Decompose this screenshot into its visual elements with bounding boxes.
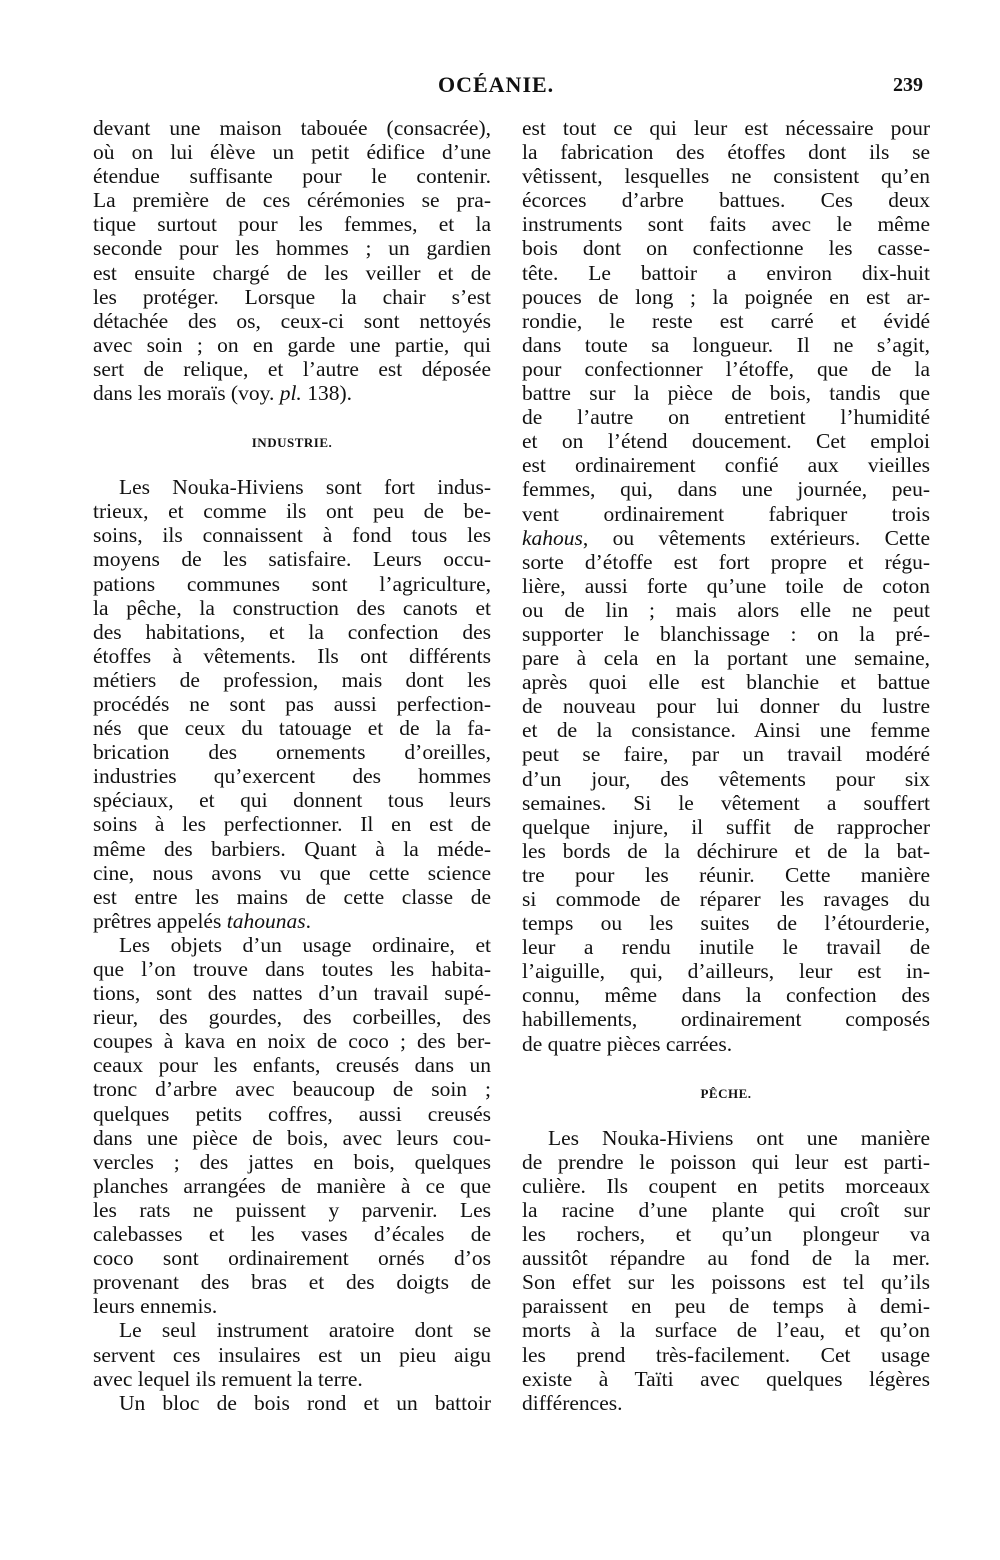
text-line: femmes, qui, dans une journée, peu-: [522, 477, 930, 502]
text-line: que l’on trouve dans toutes les habita-: [93, 957, 491, 981]
text-line: planches arrangées de manière à ce que: [93, 1173, 491, 1198]
text-line: Les objets d’un usage ordinaire, et: [119, 932, 491, 957]
text-line: procédés ne sont pas aussi perfection-: [93, 691, 491, 716]
text-line: peut se faire, par un travail modéré: [522, 742, 930, 767]
text-line: ou de lin ; mais alors elle ne peut: [522, 597, 930, 622]
text-line: dans toute sa longueur. Il ne s’agit,: [522, 332, 930, 357]
text-line: pations communes sont l’agriculture,: [93, 571, 491, 596]
text-line: les bords de la déchirure et de la bat-: [522, 838, 930, 863]
text-line: détachée des os, ceux-ci sont nettoyés: [93, 308, 491, 333]
text-line: des habitations, et la confection des: [93, 619, 491, 644]
text-line: tique surtout pour les femmes, et la: [93, 212, 491, 237]
text-line: la fabrication des étoffes dont ils se: [522, 140, 930, 165]
text-line: avec soin ; on en garde une partie, qui: [93, 332, 491, 357]
text-line: et de la consistance. Ainsi une femme: [522, 718, 930, 743]
text-line: lière, aussi forte qu’une toile de coton: [522, 573, 930, 598]
text-line: est ensuite chargé de les veiller et de: [93, 260, 491, 285]
italic-term: tahounas: [226, 908, 306, 933]
text-line: pare à cela en la portant une semaine,: [522, 646, 930, 671]
text-line: est ordinairement confié aux vieilles: [522, 453, 930, 478]
text-line: pouces de long ; la poignée en est ar-: [522, 284, 930, 309]
text-line: avec lequel ils remuent la terre.: [93, 1366, 363, 1391]
text-line: rondie, le reste est carré et évidé: [522, 308, 930, 333]
page-number: 239: [893, 74, 923, 96]
text-line: où on lui élève un petit édifice d’une: [93, 140, 491, 165]
text-line: la racine d’une plante qui croît sur: [522, 1197, 930, 1222]
text-line: étoffes à vêtements. Ils ont différents: [93, 643, 491, 668]
paragraph-peche: [522, 1126, 930, 1415]
paragraph-etoffes: [522, 116, 930, 1056]
text-line: moyens de les satisfaire. Leurs occu-: [93, 547, 491, 572]
section-heading-peche: PÊCHE.: [700, 1085, 752, 1101]
text-line: si commode de réparer les ravages du: [522, 887, 930, 911]
text-line: les prend très-facilement. Cet usage: [522, 1342, 930, 1367]
text-line: Les Nouka-Hiviens ont une manière: [548, 1125, 930, 1150]
text-line: pour confectionner l’étoffe, que de la: [522, 356, 930, 381]
paragraph-funeral-end: [93, 116, 491, 405]
text-line: dans une pièce de bois, avec leurs cou-: [93, 1125, 491, 1150]
text-line: coupes à kava en noix de coco ; des ber-: [93, 1029, 491, 1054]
text-line: seconde pour les hommes ; un gardien: [93, 236, 491, 261]
text-line: leur a rendu inutile le travail de: [522, 935, 930, 960]
text-line: servent ces insulaires est un pieu aigu: [93, 1342, 491, 1367]
text-line: vêtissent, lesquelles ne consistent qu’en: [522, 164, 930, 189]
text-line: Les Nouka-Hiviens sont fort indus-: [119, 475, 491, 500]
text-line: métiers de profession, mais dont les: [93, 667, 491, 692]
running-title: OCÉANIE.: [438, 72, 555, 97]
text-line: aussitôt répandre au fond de la mer.: [522, 1246, 930, 1271]
text-fragment: prêtres appelés: [93, 908, 227, 933]
text-line: ceaux pour les enfants, creusés dans un: [93, 1053, 491, 1078]
running-head: [0, 72, 1000, 102]
text-line: spéciaux, et qui donnent tous leurs: [93, 788, 491, 813]
text-line: Un bloc de bois rond et un battoir: [119, 1390, 491, 1415]
right-column: [522, 116, 930, 1415]
text-fragment: 138).: [301, 381, 352, 406]
text-line: étendue suffisante pour le contenir.: [93, 164, 491, 189]
section-heading-industrie: INDUSTRIE.: [251, 435, 333, 451]
text-line: culière. Ils coupent en petits morceaux: [522, 1173, 930, 1198]
paragraph-objets: [93, 933, 491, 1319]
text-line: instruments sont faits avec le même: [522, 212, 930, 237]
text-line: [93, 381, 491, 405]
italic-term: kahous: [522, 525, 583, 550]
text-line: est tout ce qui leur est nécessaire pour: [522, 116, 930, 140]
text-line: existe à Taïti avec quelques légères: [522, 1366, 930, 1391]
text-line: battre sur la pièce de bois, tandis que: [522, 381, 930, 406]
text-line: quelque injure, il suffit de rapprocher: [522, 814, 930, 839]
text-line: provenant des bras et des doigts de: [93, 1270, 491, 1295]
text-line: l’aiguille, qui, d’ailleurs, leur est in-: [522, 959, 930, 984]
text-line: de nouveau pour lui donner du lustre: [522, 694, 930, 719]
text-line: de l’autre on entretient l’humidité: [522, 405, 930, 430]
text-line: cine, nous avons vu que cette science: [93, 860, 491, 885]
text-line: Le seul instrument aratoire dont se: [119, 1318, 491, 1343]
text-line: d’un jour, des vêtements pour six: [522, 766, 930, 791]
text-line: soins à les perfectionner. Il en est de: [93, 812, 491, 837]
text-line: nés que ceux du tatouage et de la fa-: [93, 716, 491, 741]
text-line: leurs ennemis.: [93, 1294, 218, 1319]
text-line: temps ou les suites de l’étourderie,: [522, 911, 930, 936]
text-line: les protéger. Lorsque la chair s’est: [93, 284, 491, 309]
text-line: semaines. Si le vêtement a souffert: [522, 790, 930, 815]
text-line: est entre les mains de cette classe de: [93, 884, 491, 909]
text-line: tronc d’arbre avec beaucoup de soin ;: [93, 1077, 491, 1102]
text-line: même des barbiers. Quant à la méde-: [93, 836, 491, 861]
text-line: [93, 909, 491, 933]
text-line: rieur, des gourdes, des corbeilles, des: [93, 1005, 491, 1030]
italic-abbrev: pl.: [279, 381, 302, 406]
text-line: industries qu’exercent des hommes: [93, 764, 491, 789]
text-line: sorte d’étoffe est fort propre et régu-: [522, 549, 930, 574]
text-line: connu, même dans la confection des: [522, 983, 930, 1008]
text-line: différences.: [522, 1390, 623, 1415]
text-line: habillements, ordinairement composés: [522, 1007, 930, 1032]
text-line: brication des ornements d’oreilles,: [93, 740, 491, 765]
paragraph-bloc: [93, 1391, 491, 1415]
text-line: tête. Le battoir a environ dix-huit: [522, 260, 930, 285]
text-line: coco sont ordinairement ornés d’os: [93, 1246, 491, 1271]
text-fragment: , ou vêtements extérieurs. Cette: [582, 525, 930, 550]
text-line: de quatre pièces carrées.: [522, 1031, 733, 1056]
text-line: calebasses et les vases d’écales de: [93, 1222, 491, 1247]
text-line: devant une maison tabouée (consacrée),: [93, 116, 491, 140]
text-line: les rochers, et qu’un plongeur va: [522, 1222, 930, 1247]
text-fragment: .: [305, 908, 311, 933]
text-line: paraissent en peu de temps à demi-: [522, 1294, 930, 1319]
text-line: de prendre le poisson qui leur est parti-: [522, 1149, 930, 1174]
text-line: quelques petits coffres, aussi creusés: [93, 1101, 491, 1126]
text-line: [522, 526, 930, 550]
text-line: et on l’étend doucement. Cet emploi: [522, 429, 930, 454]
text-line: les rats ne puissent y parvenir. Les: [93, 1197, 491, 1222]
text-line: bois dont on confectionne les casse-: [522, 236, 930, 261]
text-line: tre pour les réunir. Cette manière: [522, 862, 930, 887]
text-line: morts à la surface de l’eau, et qu’on: [522, 1318, 930, 1343]
text-fragment: dans les moraïs (voy.: [93, 381, 280, 406]
text-line: trieux, et comme ils ont peu de be-: [93, 499, 491, 524]
text-line: la pêche, la construction des canots et: [93, 595, 491, 620]
text-line: soins, ils connaissent à fond tous les: [93, 523, 491, 548]
paragraph-instrument: [93, 1318, 491, 1390]
text-line: supporter le blanchissage : on la pré-: [522, 621, 930, 646]
text-line: après quoi elle est blanchie et battue: [522, 670, 930, 695]
text-line: Son effet sur les poissons est tel qu’ils: [522, 1270, 930, 1295]
text-line: La première de ces cérémonies se pra-: [93, 188, 491, 213]
text-line: écorces d’arbre battues. Ces deux: [522, 188, 930, 213]
left-column: [93, 116, 491, 1415]
paragraph-industrie: [93, 475, 491, 933]
text-line: vercles ; des jattes en bois, quelques: [93, 1149, 491, 1174]
text-line: sert de relique, et l’autre est déposée: [93, 356, 491, 381]
text-line: tions, sont des nattes d’un travail supé-: [93, 981, 491, 1006]
text-line: vent ordinairement fabriquer trois: [522, 501, 930, 526]
